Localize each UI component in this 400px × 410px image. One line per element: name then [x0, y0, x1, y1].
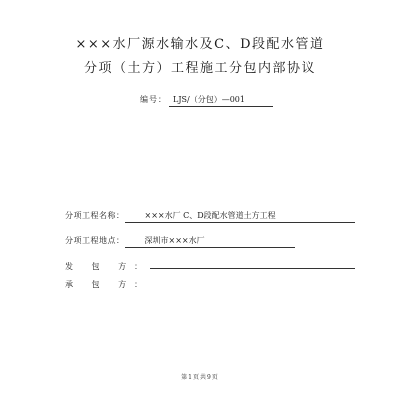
document-title-line-1: ×××水厂源水输水及C、D段配水管道 — [75, 37, 325, 52]
contractor-label: 发 包 方： — [65, 262, 151, 271]
project-name-value: ×××水厂 C、D段配水管道土方工程 — [125, 210, 355, 223]
project-location-label: 分项工程地点： — [65, 236, 125, 245]
document-title-line-2: 分项（土方）工程施工分包内部协议 — [83, 61, 316, 76]
project-location-field — [65, 235, 295, 248]
subcontractor-field — [65, 279, 150, 290]
page-number: 第1页共9页 — [181, 374, 219, 381]
project-location-value: 深圳市×××水厂 — [125, 235, 295, 248]
project-name-label: 分项工程名称： — [65, 211, 125, 220]
contractor-field — [65, 261, 355, 272]
contractor-value — [150, 267, 355, 269]
document-number-label: 编号： — [140, 95, 167, 104]
document-number — [140, 94, 273, 107]
subcontractor-label: 承 包 方： — [65, 280, 151, 289]
project-name-field — [65, 210, 355, 223]
document-number-value: LJS/（分包）—001 — [169, 94, 273, 107]
